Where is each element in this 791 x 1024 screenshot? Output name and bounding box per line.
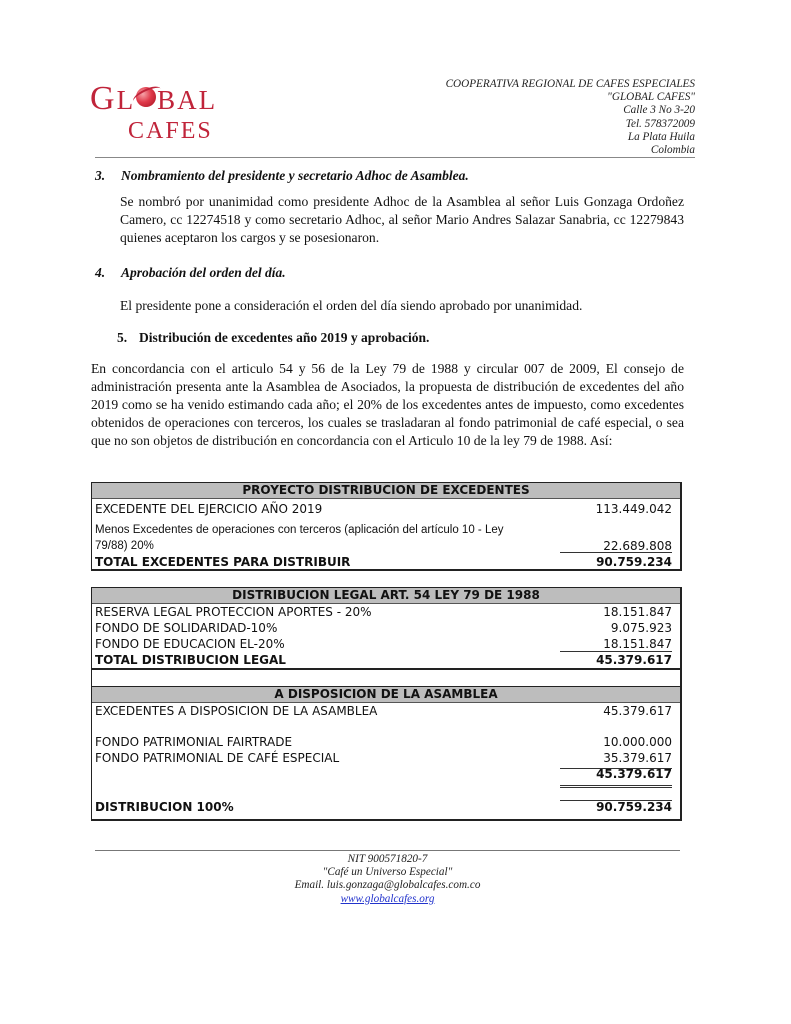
underline — [560, 552, 672, 553]
website-link[interactable]: www.globalcafes.org — [340, 892, 435, 905]
double-underline — [560, 785, 672, 788]
footer-slogan: "Café un Universo Especial" — [322, 866, 453, 879]
section-4-body: El presidente pone a consideración el orden del día siendo aprobado por unanimidad. — [120, 298, 583, 313]
table-disposicion-asamblea — [91, 686, 682, 821]
table-distribucion-legal — [91, 587, 682, 670]
header-divider — [95, 157, 695, 158]
section-4-heading: 4. Aprobación del orden del día. — [95, 265, 286, 280]
logo-wordmark: GL BAL — [90, 80, 218, 117]
table-subtotal-row: 45.379.617 — [596, 767, 672, 781]
table-total-row: TOTAL EXCEDENTES PARA DISTRIBUIR 90.759.234 — [95, 555, 672, 569]
section-3-body: Se nombró por unanimidad como presidente Adhoc de la Asamblea al señor Luis Gonzaga Ordoñez Camero, cc 12274518 y como secretario Adhoc, al señor Mario Andres Salazar Sanabria, cc 12279843 quienes aceptaron los cargos y se posesionaron. — [120, 194, 684, 245]
address-line: Colombia — [650, 144, 695, 157]
table-row: FONDO DE SOLIDARIDAD-10% 9.075.923 — [95, 621, 672, 635]
table-spacer — [91, 668, 682, 688]
address-line: "GLOBAL CAFES" — [607, 91, 695, 104]
section-5-heading: 5. Distribución de excedentes año 2019 y aprobación. — [117, 330, 430, 345]
table-total-row: TOTAL DISTRIBUCION LEGAL 45.379.617 — [95, 653, 672, 667]
table-row: FONDO PATRIMONIAL DE CAFÉ ESPECIAL 35.379.617 — [95, 751, 672, 765]
footer-nit: NIT 900571820-7 — [347, 853, 428, 865]
table-row: Menos Excedentes de operaciones con terceros (aplicación del artículo 10 - Ley — [95, 524, 504, 536]
table-row: FONDO PATRIMONIAL FAIRTRADE 10.000.000 — [95, 735, 672, 749]
table-row: 79/88) 20% 22.689.808 — [95, 539, 672, 553]
table-row: FONDO DE EDUCACION EL-20% 18.151.847 — [95, 637, 672, 651]
section-3-heading: 3. Nombramiento del presidente y secretario Adhoc de Asamblea. — [95, 168, 469, 183]
address-line: La Plata Huila — [627, 130, 695, 143]
logo-subtitle: CAFES — [128, 118, 213, 144]
address-line: COOPERATIVA REGIONAL DE CAFES ESPECIALES — [445, 78, 695, 90]
table-header: A DISPOSICION DE LA ASAMBLEA — [92, 687, 680, 703]
table-row: EXCEDENTES A DISPOSICION DE LA ASAMBLEA 45.379.617 — [95, 704, 672, 718]
table-header: DISTRIBUCION LEGAL ART. 54 LEY 79 DE 1988 — [92, 588, 680, 604]
footer-email: Email. luis.gonzaga@globalcafes.com.co — [294, 879, 481, 892]
table-total-row: DISTRIBUCION 100% 90.759.234 — [95, 800, 672, 814]
footer-divider — [95, 850, 680, 851]
table-row: EXCEDENTE DEL EJERCICIO AÑO 2019 113.449.042 — [95, 502, 672, 516]
section-5-body: En concordancia con el articulo 54 y 56 de la Ley 79 de 1988 y circular 007 de 2009, El consejo de administración presenta ante la Asamblea de Asociados, la propuesta de distribución de excedentes del año 2019 como se ha venido estimando cada año; el 20% de los excedentes antes de impuesto, como excedentes obtenidos de operaciones con terceros, los cuales se trasladaran al fondo patrimonial de café especial, o sea que no son objetos de distribución en concordancia con el Articulo 10 de la ley 79 de 1988. Así: — [91, 361, 684, 448]
page-footer — [95, 853, 680, 906]
globe-icon — [136, 87, 156, 107]
address-line: Tel. 578372009 — [625, 117, 695, 130]
table-proyecto-distribucion — [91, 482, 682, 571]
company-address — [446, 78, 695, 157]
table-row: RESERVA LEGAL PROTECCION APORTES - 20% 18.151.847 — [95, 605, 672, 619]
table-header: PROYECTO DISTRIBUCION DE EXCEDENTES — [92, 483, 680, 499]
company-logo — [90, 82, 250, 148]
address-line: Calle 3 No 3-20 — [623, 104, 695, 117]
